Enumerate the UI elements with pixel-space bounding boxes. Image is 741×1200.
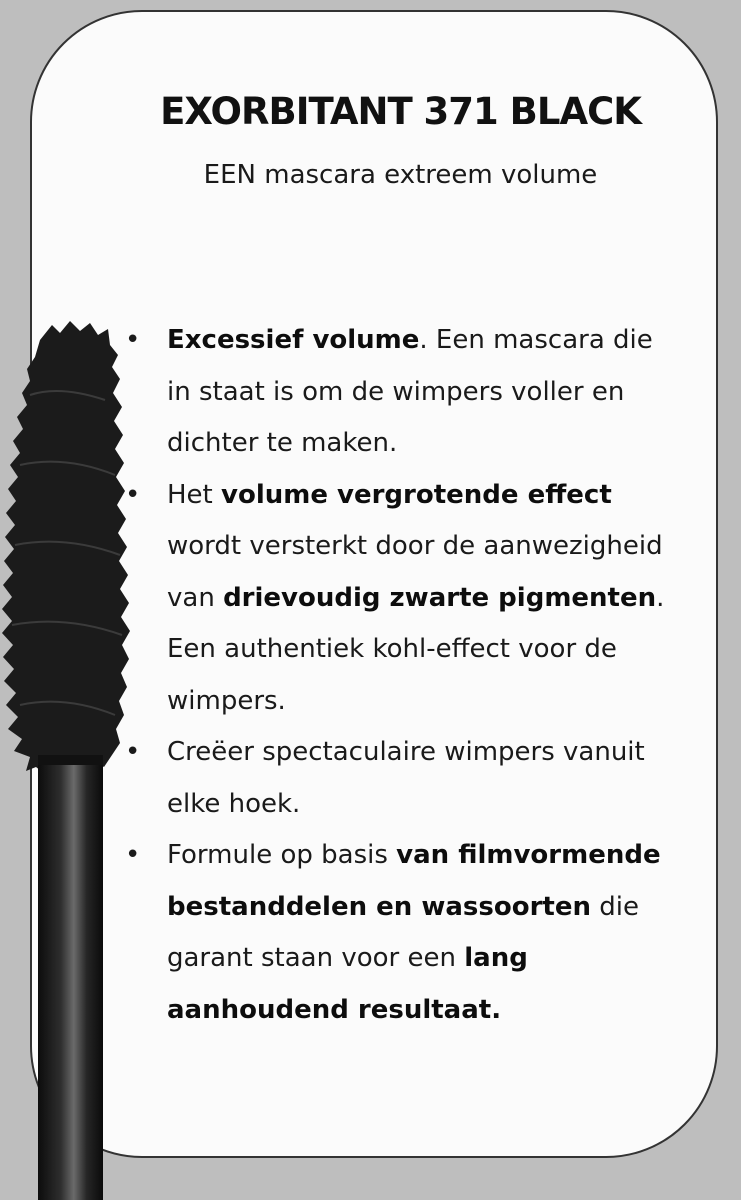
bullet-icon: • (125, 325, 141, 355)
feature-text: die garant staan voor een (167, 891, 639, 973)
product-title: EXORBITANT 371 BLACK (160, 90, 641, 133)
bullet-icon: • (125, 479, 141, 510)
feature-item (125, 830, 670, 1036)
mascara-wand (38, 755, 103, 1200)
feature-text: Het (167, 479, 222, 510)
feature-text: wordt versterkt door de aanwezigheid van (167, 531, 663, 613)
feature-list (125, 315, 670, 1036)
feature-text: Formule op basis (167, 840, 397, 870)
bullet-icon: • (125, 840, 141, 870)
feature-text: Creëer spectaculaire wimpers vanuit elke hoek. (167, 737, 645, 819)
feature-highlight: drievoudig zwarte pigmenten (223, 582, 657, 613)
feature-highlight: volume vergrotende effect (221, 479, 612, 510)
product-subtitle: EEN mascara extreem volume (203, 160, 598, 190)
feature-highlight: Excessief volume (167, 325, 420, 355)
feature-highlight: lang aanhoudend resultaat. (167, 943, 528, 1025)
feature-item (125, 727, 670, 830)
feature-text: . Een mascara die in staat is om de wimpers voller en dichter te maken. (167, 325, 653, 458)
mascara-bristles (2, 321, 130, 775)
feature-item (125, 315, 670, 470)
feature-text: . Een authentiek kohl-effect voor de wimpers. (167, 582, 665, 716)
feature-highlight: van filmvormende bestanddelen en wassoorten (167, 840, 661, 922)
bullet-icon: • (125, 737, 141, 767)
feature-item (125, 470, 670, 728)
mascara-brush-image (0, 315, 130, 1200)
